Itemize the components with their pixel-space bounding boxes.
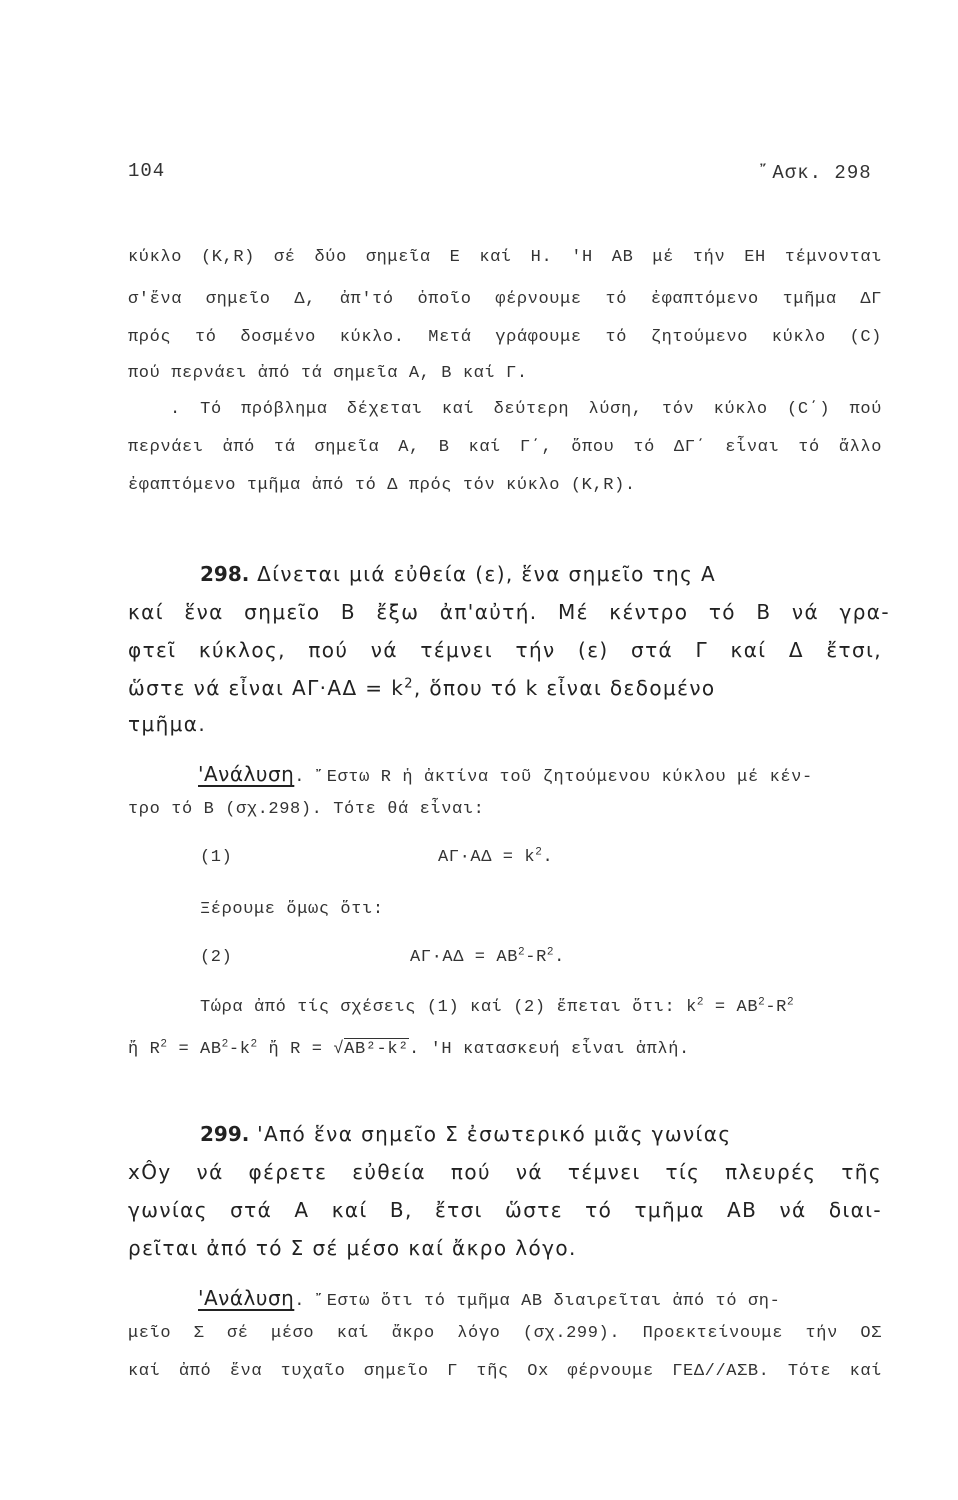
problem-298-line5: τμῆμα.: [128, 712, 207, 736]
exercise-reference: ῎Ασκ. 298: [760, 162, 872, 184]
superscript: 2: [160, 1038, 168, 1051]
analysis-text: ἤ R: [128, 1040, 161, 1059]
equation-text: .: [542, 848, 554, 867]
equation-text: ΑΓ·ΑΔ = k: [438, 848, 536, 867]
equation-text: .: [554, 948, 565, 967]
equation-2: [410, 948, 565, 967]
analysis-text: = ΑΒ: [704, 998, 759, 1017]
analysis-298-line4: [128, 1040, 690, 1059]
intro-line: πού περνάει ἀπό τά σημεῖα Α, Β καί Γ.: [128, 364, 528, 383]
analysis-text: ἤ R = √: [257, 1040, 345, 1059]
superscript: 2: [221, 1038, 229, 1051]
analysis-label: 'Ανάλυση: [198, 762, 295, 786]
superscript: 2: [404, 676, 414, 692]
problem-298-line2: καί ἕνα σημεῖο Β ἔξω ἀπ'αὐτή. Μέ κέντρο τό Β νά γρα-: [128, 600, 890, 624]
problem-text: ὥστε νά εἶναι ΑΓ·ΑΔ = k: [128, 676, 405, 700]
problem-298-line1: [200, 562, 882, 586]
intro-line: ἐφαπτόμενο τμῆμα ἀπό τό Δ πρός τόν κύκλο (Κ,R).: [128, 476, 636, 495]
problem-299-line3: γωνίας στά Α καί Β, ἔτσι ὥστε τό τμῆμα ΑΒ νά διαι-: [128, 1198, 882, 1222]
problem-299-line4: ρεῖται ἀπό τό Σ σέ μέσο καί ἄκρο λόγο.: [128, 1236, 577, 1260]
superscript: 2: [535, 846, 543, 859]
intro-line: κύκλο (Κ,R) σέ δύο σημεῖα Ε καί Η. 'Η ΑΒ μέ τήν ΕΗ τέμνονται: [128, 248, 882, 267]
problem-number: 299.: [200, 1122, 250, 1146]
intro-line: σ'ἕνα σημεῖο Δ, ἀπ'τό ὁποῖο φέρνουμε τό ἐφαπτόμενο τμῆμα ΔΓ: [128, 290, 882, 309]
problem-298-line4: [128, 676, 882, 700]
intro-line: . Τό πρόβλημα δέχεται καί δεύτερη λύση, τόν κύκλο (C΄) πού: [170, 400, 882, 419]
analysis-text: -k: [228, 1040, 251, 1059]
problem-text: Δίνεται μιά εὐθεία (ε), ἕνα σημεῖο της Α: [257, 562, 717, 586]
superscript: 2: [758, 996, 766, 1009]
equation-1-label: (1): [200, 848, 233, 867]
known-fact: Ξέρουμε ὅμως ὅτι:: [200, 900, 384, 919]
analysis-text: = ΑΒ: [167, 1040, 222, 1059]
square-root-radicand: ΑΒ²-k²: [344, 1040, 409, 1059]
page-number: 104: [128, 160, 166, 182]
analysis-299-line1: [198, 1286, 780, 1311]
equation-text: -R: [525, 948, 547, 967]
analysis-text: . ῎Εστω ὅτι τό τμῆμα ΑΒ διαιρεῖται ἀπό τό ση-: [294, 1292, 781, 1311]
analysis-label: 'Ανάλυση: [198, 1286, 295, 1310]
intro-line: περνάει ἀπό τά σημεῖα Α, Β καί Γ΄, ὅπου τό ΔΓ΄ εἶναι τό ἄλλο: [128, 438, 882, 457]
analysis-298-line1: [198, 762, 813, 787]
superscript: 2: [546, 946, 555, 959]
problem-299-line1: [200, 1122, 882, 1146]
analysis-text: Τώρα ἀπό τίς σχέσεις (1) καί (2) ἕπεται ὅτι: k: [200, 998, 697, 1017]
equation-1: [438, 848, 553, 867]
equation-2-label: (2): [200, 948, 233, 967]
analysis-text: -R: [765, 998, 787, 1017]
superscript: 2: [696, 996, 705, 1009]
superscript: 2: [786, 996, 795, 1009]
problem-text: , ὅπου τό k εἶναι δεδομένο: [413, 676, 716, 700]
analysis-299-line3: καί ἀπό ἕνα τυχαῖο σημεῖο Γ τῆς Οx φέρνουμε ΓΕΔ//ΑΣΒ. Τότε καί: [128, 1362, 882, 1381]
problem-298-line3: φτεῖ κύκλος, πού νά τέμνει τήν (ε) στά Γ καί Δ ἔτσι,: [128, 638, 882, 662]
superscript: 2: [518, 946, 526, 959]
equation-text: ΑΓ·ΑΔ = ΑΒ: [410, 948, 519, 967]
intro-line: πρός τό δοσμένο κύκλο. Μετά γράφουμε τό ζητούμενο κύκλο (C): [128, 328, 882, 347]
analysis-299-line2: μεῖο Σ σέ μέσο καί ἄκρο λόγο (σχ.299). Προεκτείνουμε τήν ΟΣ: [128, 1324, 882, 1343]
problem-number: 298.: [200, 562, 250, 586]
problem-299-line2: xÔy νά φέρετε εὐθεία πού νά τέμνει τίς πλευρές τῆς: [128, 1160, 882, 1184]
analysis-298-line3: [200, 998, 794, 1017]
problem-text: 'Από ἕνα σημεῖο Σ ἐσωτερικό μιᾶς γωνίας: [257, 1122, 732, 1146]
analysis-298-line2: τρο τό Β (σχ.298). Τότε θά εἶναι:: [128, 800, 485, 819]
superscript: 2: [250, 1038, 258, 1051]
analysis-text: . ῎Εστω R ἡ ἀκτίνα τοῦ ζητούμενου κύκλου μέ κέν-: [294, 768, 813, 787]
analysis-text: . 'Η κατασκευή εἶναι ἁπλή.: [408, 1040, 690, 1059]
